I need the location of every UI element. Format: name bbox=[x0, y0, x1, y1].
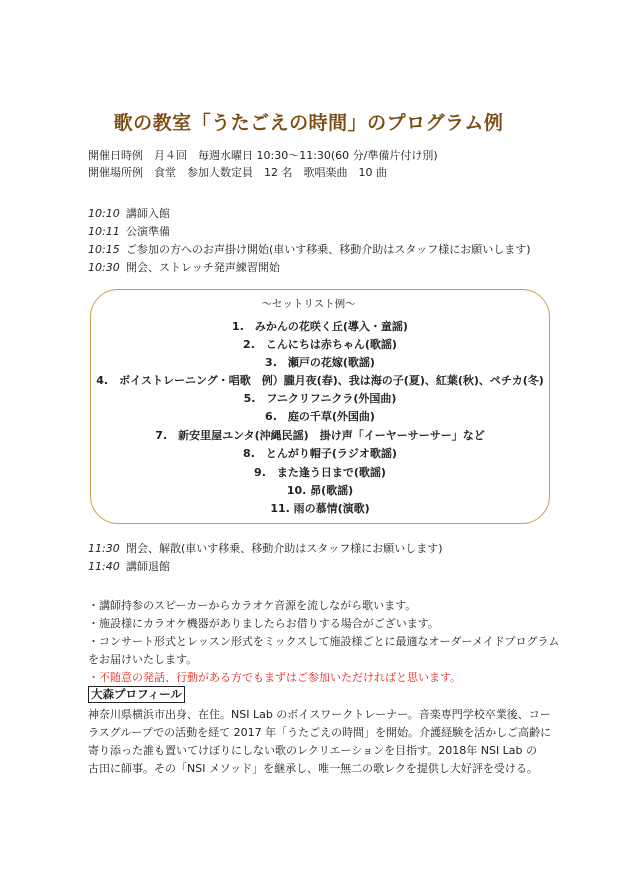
setlist-item: 4. ボイストレーニング・唱歌 例）朧月夜(春)、我は海の子(夏)、紅葉(秋)、ペチカ(冬) bbox=[96, 374, 544, 387]
note-line: をお届けいたします。 bbox=[88, 653, 198, 666]
setlist-item: 9. また逢う日まで(歌謡) bbox=[254, 466, 386, 479]
profile-label: 大森プロフィール bbox=[88, 686, 185, 703]
timeline-row bbox=[88, 259, 280, 275]
page-title: 歌の教室「うたごえの時間」のプログラム例 bbox=[113, 112, 504, 134]
timeline-row bbox=[88, 205, 170, 221]
profile-line: 寄り添った誰も置いてけぼりにしない歌のレクリエーションを目指す。2018年 NSI Lab の bbox=[88, 744, 538, 757]
timeline-row bbox=[88, 558, 170, 574]
timeline-row bbox=[88, 223, 170, 239]
time-desc: 閉会、解散(車いす移乗、移動介助はスタッフ様にお願いします) bbox=[126, 542, 443, 555]
time-desc: 講師退館 bbox=[126, 560, 170, 573]
setlist-item: 8. とんがり帽子(ラジオ歌謡) bbox=[243, 447, 397, 460]
time: 10:11 bbox=[88, 225, 120, 238]
profile-line: 古田に師事。その「NSI メソッド」を継承し、唯一無二の歌レクを提供し大好評を受ける。 bbox=[88, 762, 538, 775]
time: 11:40 bbox=[88, 560, 120, 573]
timeline-row bbox=[88, 540, 443, 556]
note-line: ・施設様にカラオケ機器がありましたらお借りする場合がございます。 bbox=[88, 617, 439, 630]
profile-line: ラスグループでの活動を経て 2017 年「うたごえの時間」を開始。介護経験を活かしご高齢に bbox=[88, 726, 552, 739]
setlist-item: 11. 雨の慕情(演歌) bbox=[270, 502, 370, 515]
time: 10:10 bbox=[88, 207, 120, 220]
setlist-item: 7. 新安里屋ユンタ(沖縄民謡) 掛け声「イーヤーサーサー」など bbox=[155, 429, 485, 442]
profile-line: 神奈川県横浜市出身、在住。NSI Lab のボイスワークトレーナー。音楽専門学校卒業後、コー bbox=[88, 708, 551, 721]
time-desc: ご参加の方へのお声掛け開始(車いす移乗、移動介助はスタッフ様にお願いします) bbox=[126, 243, 531, 256]
time: 11:30 bbox=[88, 542, 120, 555]
timeline-row bbox=[88, 241, 531, 257]
setlist-item: 3. 瀬戸の花嫁(歌謡) bbox=[265, 356, 375, 369]
setlist-heading: ～セットリスト例～ bbox=[261, 298, 356, 310]
time: 10:15 bbox=[88, 243, 120, 256]
time-desc: 講師入館 bbox=[126, 207, 170, 220]
time-desc: 公演準備 bbox=[126, 225, 170, 238]
note-warning: ・不随意の発話、行動がある方でもまずはご参加いただければと思います。 bbox=[88, 671, 462, 684]
schedule-info: 開催日時例 月４回 毎週水曜日 10:30～11:30(60 分/準備片付け別) bbox=[88, 149, 438, 162]
setlist-item: 2. こんにちは赤ちゃん(歌謡) bbox=[243, 338, 397, 351]
setlist-item: 5. フニクリフニクラ(外国曲) bbox=[243, 392, 397, 405]
setlist-item: 6. 庭の千草(外国曲) bbox=[265, 410, 375, 423]
setlist-item: 1. みかんの花咲く丘(導入・童謡) bbox=[232, 320, 408, 333]
note-line: ・講師持参のスピーカーからカラオケ音源を流しながら歌います。 bbox=[88, 599, 417, 612]
time-desc: 開会、ストレッチ発声練習開始 bbox=[126, 261, 280, 274]
venue-info: 開催場所例 食堂 参加人数定員 12 名 歌唱楽曲 10 曲 bbox=[88, 166, 387, 179]
setlist-item: 10. 昴(歌謡) bbox=[286, 484, 354, 497]
note-line: ・コンサート形式とレッスン形式をミックスして施設様ごとに最適なオーダーメイドプログラム bbox=[88, 635, 560, 648]
time: 10:30 bbox=[88, 261, 120, 274]
